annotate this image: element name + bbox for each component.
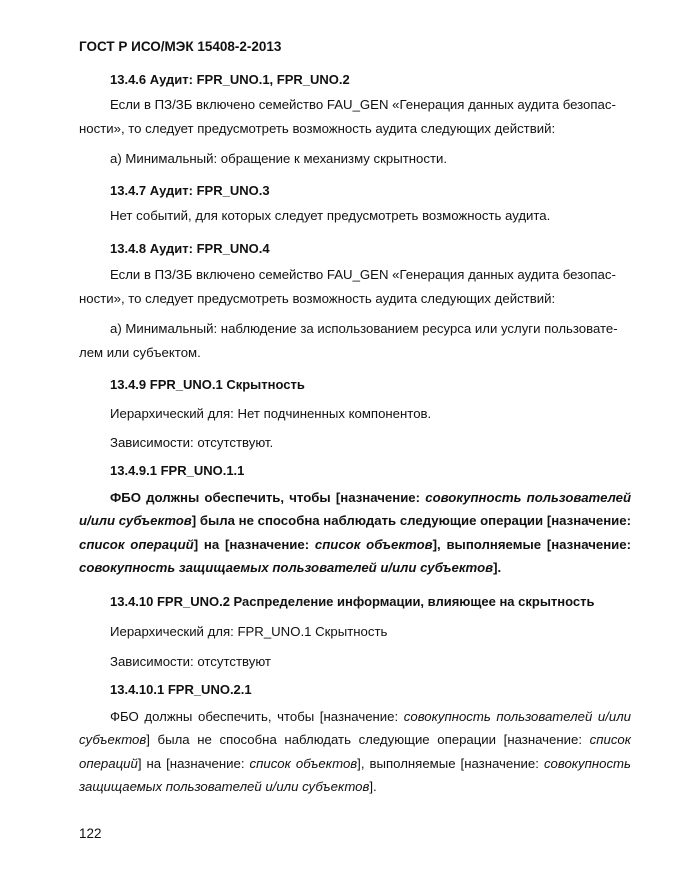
assignment-text: список операций — [79, 732, 631, 771]
list-item-a: а) Минимальный: обращение к механизму скрытности. — [110, 151, 448, 166]
page-number: 122 — [79, 826, 102, 841]
requirement-text: ]. — [369, 779, 377, 795]
section-heading-13-4-10: 13.4.10 FPR_UNO.2 Распределение информации, влияющее на скрытность — [110, 594, 595, 609]
requirement-fpr-uno-1-1 — [79, 486, 631, 580]
section-heading-13-4-10-1: 13.4.10.1 FPR_UNO.2.1 — [110, 682, 252, 697]
requirement-text: ] была не способна наблюдать следующие операции [назначение: — [191, 513, 631, 529]
assignment-text: совокупность пользователей и/или субъектов — [79, 709, 631, 748]
requirement-fpr-uno-2-1 — [79, 705, 631, 799]
section-heading-13-4-6: 13.4.6 Аудит: FPR_UNO.1, FPR_UNO.2 — [110, 72, 350, 87]
section-heading-13-4-9: 13.4.9 FPR_UNO.1 Скрытность — [110, 377, 305, 392]
requirement-text: ФБО должны обеспечить, чтобы [назначение: — [110, 490, 426, 505]
requirement-text: ] на [назначение: — [137, 755, 250, 771]
requirement-text: ] была не способна наблюдать следующие операции [назначение: — [146, 732, 590, 748]
assignment-text: список объектов — [314, 536, 433, 552]
requirement-text: ], выполняемые [назначение: — [357, 755, 544, 771]
section-heading-13-4-9-1: 13.4.9.1 FPR_UNO.1.1 — [110, 463, 245, 478]
paragraph-line: ности», то следует предусмотреть возможность аудита следующих действий: — [79, 291, 556, 306]
hierarchy-line: Иерархический для: Нет подчиненных компонентов. — [110, 406, 432, 421]
assignment-text: совокупность пользователей и/или субъектов — [79, 490, 631, 529]
dependencies-line: Зависимости: отсутствуют — [110, 654, 271, 669]
section-heading-13-4-8: 13.4.8 Аудит: FPR_UNO.4 — [110, 241, 270, 256]
requirement-text: ] на [назначение: — [193, 536, 315, 552]
paragraph-line: Если в ПЗ/ЗБ включено семейство FAU_GEN «Генерация данных аудита безопас- — [110, 97, 616, 112]
hierarchy-line: Иерархический для: FPR_UNO.1 Скрытность — [110, 624, 388, 639]
list-item-a: а) Минимальный: наблюдение за использованием ресурса или услуги пользовате- — [110, 321, 618, 336]
requirement-text: ], выполняемые [назначение: — [432, 536, 631, 552]
dependencies-line: Зависимости: отсутствуют. — [110, 435, 274, 450]
assignment-text: совокупность защищаемых пользователей и/или субъектов — [79, 755, 631, 795]
document-header: ГОСТ Р ИСО/МЭК 15408-2-2013 — [79, 39, 282, 54]
requirement-text: ]. — [493, 560, 502, 576]
list-item-a-continuation: лем или субъектом. — [79, 345, 201, 360]
paragraph-line: Если в ПЗ/ЗБ включено семейство FAU_GEN «Генерация данных аудита безопас- — [110, 267, 616, 282]
assignment-text: совокупность защищаемых пользователей и/или субъектов — [79, 560, 494, 576]
paragraph-line: Нет событий, для которых следует предусмотреть возможность аудита. — [110, 208, 551, 223]
assignment-text: список объектов — [249, 755, 358, 771]
assignment-text: список операций — [79, 536, 194, 552]
paragraph-line: ности», то следует предусмотреть возможность аудита следующих действий: — [79, 121, 556, 136]
requirement-text: ФБО должны обеспечить, чтобы [назначение: — [110, 709, 404, 724]
section-heading-13-4-7: 13.4.7 Аудит: FPR_UNO.3 — [110, 183, 270, 198]
